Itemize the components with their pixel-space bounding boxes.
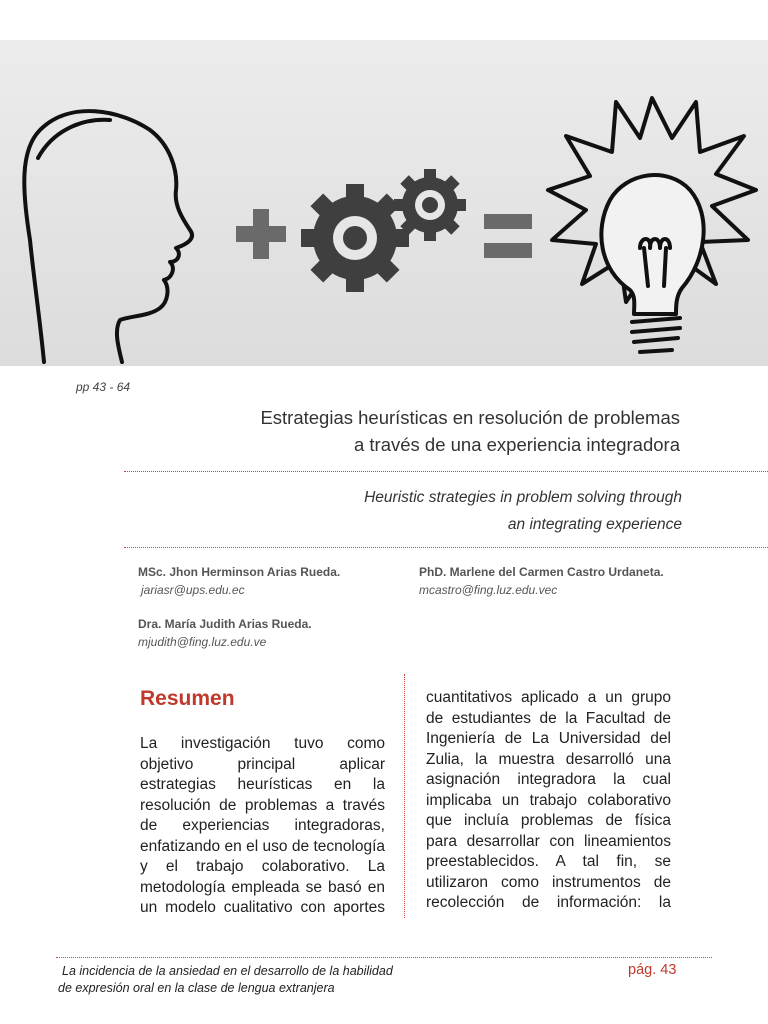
abstract-line: y el trabajo colaborativo. La: [140, 858, 385, 875]
abstract-line: asignación integradora la cual: [426, 771, 671, 788]
title-english-line: Heuristic strategies in problem solving through: [364, 489, 682, 506]
title-spanish-line: Estrategias heurísticas en resolución de problemas: [260, 407, 680, 428]
large-gear-icon: [301, 184, 409, 292]
abstract-line: Ingeniería de La Universidad del: [426, 730, 671, 747]
abstract-line: enfatizando en el uso de tecnología: [140, 837, 385, 855]
header-illustration: [0, 40, 768, 366]
author-email[interactable]: jariasr@ups.edu.ec: [141, 583, 245, 597]
page-number: pág. 43: [628, 962, 677, 978]
abstract-line: un modelo cualitativo con aportes: [140, 899, 385, 916]
abstract-line: metodología empleada se basó en: [140, 878, 385, 896]
author-name: MSc. Jhon Herminson Arias Rueda.: [138, 565, 341, 579]
abstract-column-right: [426, 688, 671, 914]
running-title: [58, 963, 393, 997]
small-gear-icon: [394, 169, 466, 241]
abstract-line: implicaba un trabajo colaborativo: [426, 791, 671, 809]
abstract-line: objetivo principal aplicar: [140, 755, 385, 773]
abstract-line: cuantitativos aplicado a un grupo: [426, 689, 671, 706]
abstract-line: que incluía problemas de física: [426, 812, 671, 829]
abstract-heading: Resumen: [140, 687, 235, 710]
footer-divider: [56, 957, 712, 958]
divider: [124, 547, 768, 548]
lightbulb-icon: [548, 98, 756, 352]
abstract-line: de estudiantes de la Facultad de: [426, 709, 671, 727]
page-range: pp 43 - 64: [76, 380, 131, 394]
column-divider: [404, 674, 405, 918]
title-spanish: [120, 404, 680, 458]
abstract-line: preestablecidos. A tal fin, se: [426, 853, 671, 870]
title-english-line: an integrating experience: [507, 516, 682, 533]
equals-icon: [484, 214, 532, 258]
author-block: [138, 563, 340, 599]
head-profile-icon: [24, 111, 192, 362]
abstract-line: Zulia, la muestra desarrolló una: [426, 750, 671, 768]
abstract-column-left: [140, 734, 385, 919]
running-title-line: de expresión oral en la clase de lengua extranjera: [58, 981, 335, 995]
abstract-line: utilizaron como instrumentos de: [426, 873, 671, 891]
author-block: [138, 615, 312, 651]
author-email[interactable]: mcastro@fing.luz.edu.vec: [419, 583, 558, 597]
abstract-line: de experiencias integradoras,: [140, 817, 385, 834]
abstract-line: resolución de problemas a través: [140, 796, 385, 814]
abstract-line: para desarrollar con lineamientos: [426, 832, 671, 850]
author-name: Dra. María Judith Arias Rueda.: [138, 617, 312, 631]
author-block: [419, 563, 664, 599]
author-email[interactable]: mjudith@fing.luz.edu.ve: [138, 635, 267, 649]
plus-icon: [236, 209, 286, 259]
title-english: [122, 484, 682, 538]
abstract-line: estrategias heurísticas en la: [140, 776, 385, 793]
author-name: PhD. Marlene del Carmen Castro Urdaneta.: [419, 565, 664, 579]
running-title-line: La incidencia de la ansiedad en el desarrollo de la habilidad: [62, 964, 393, 978]
abstract-line: La investigación tuvo como: [140, 735, 385, 752]
abstract-line: recolección de información: la: [426, 894, 671, 911]
divider: [124, 471, 768, 472]
title-spanish-line: a través de una experiencia integradora: [353, 434, 680, 455]
